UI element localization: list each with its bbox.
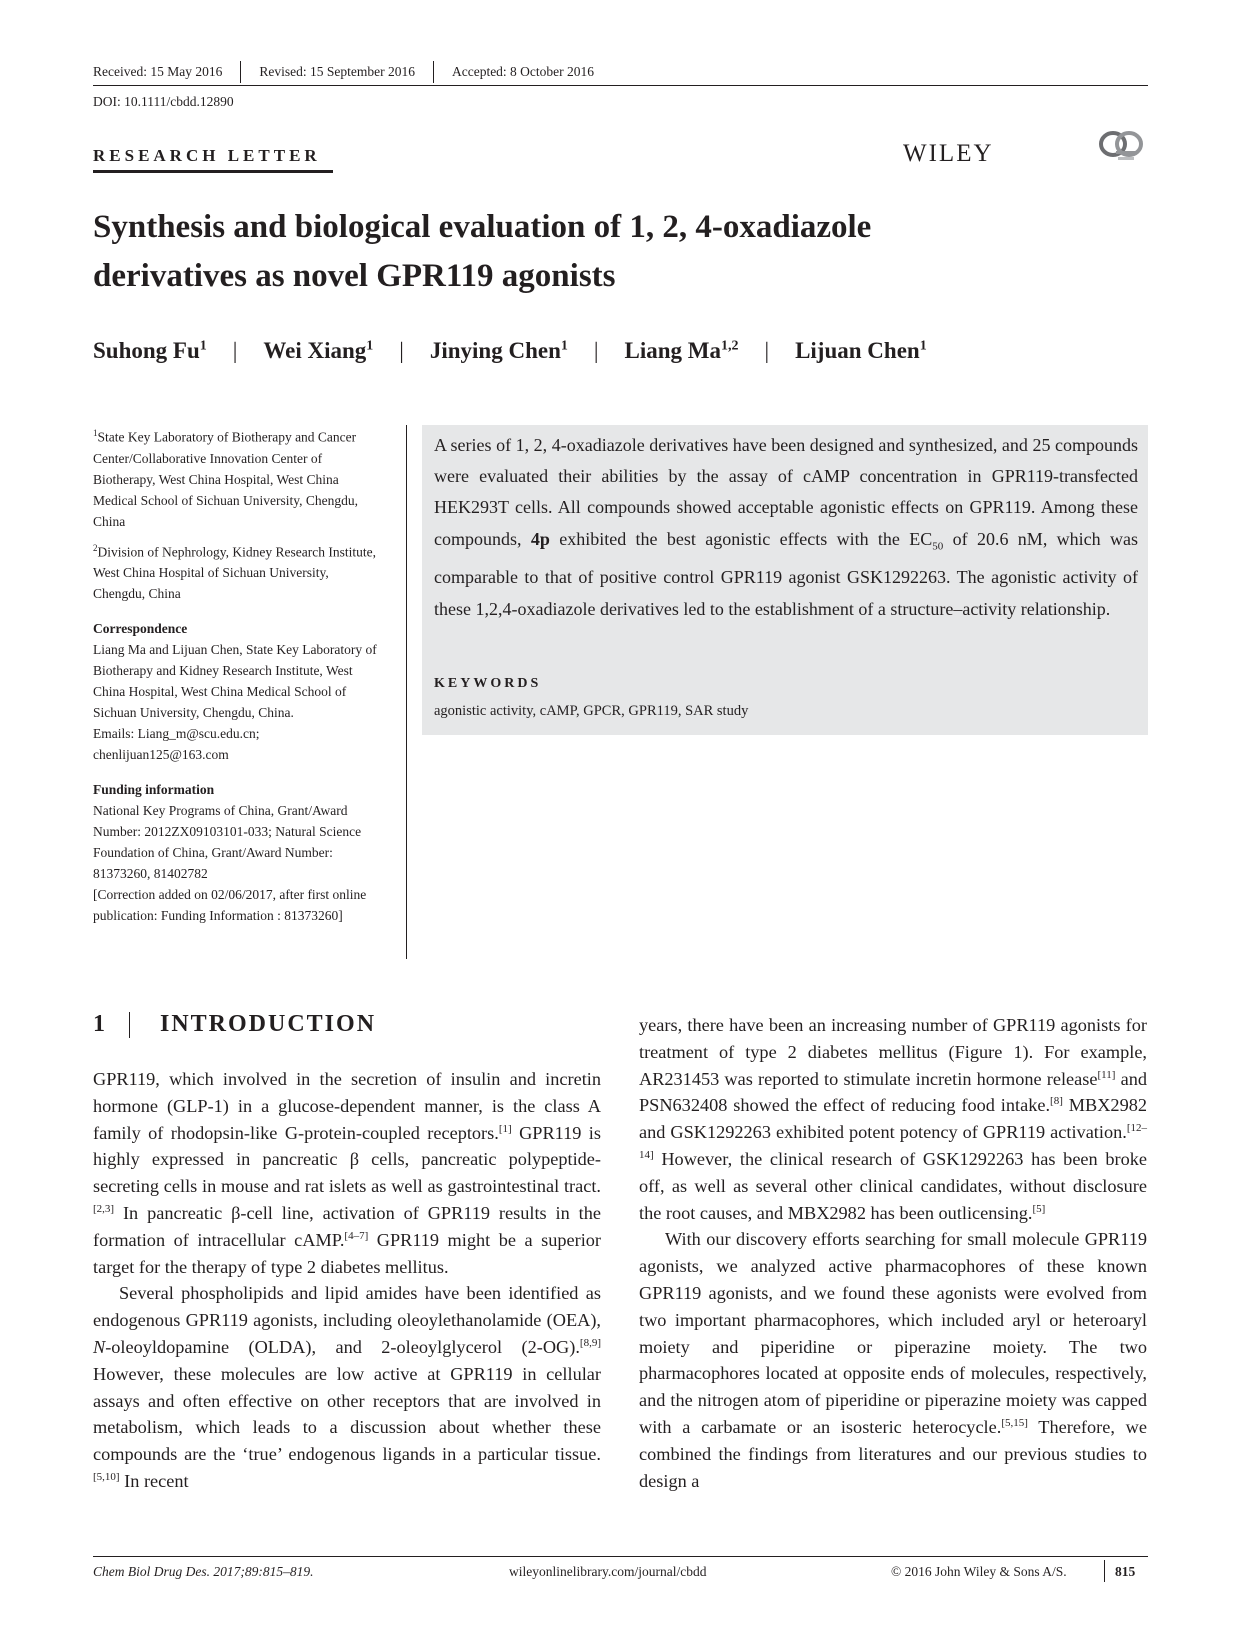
footer-rule [93,1556,1148,1557]
affiliation-1: $^1$State Key Laboratory of Biotherapy and Cancer Center/Collaborative Innovation Center of Biotherapy, West China Hospital, West China Medical School of Sichuan University, Chengdu, China [93,428,358,529]
paragraph: GPR119, which involved in the secretion of insulin and incretin hormone (GLP-1) in a glucose-dependent manner, is the class A family of rhodopsin-like G-protein-coupled receptors.[1] GPR119 is highly expressed in pancreatic β cells, pancreatic polypeptide-secreting cells in mouse and rat islets as well as gastrointestinal tract.[2,3] In pancreatic β-cell line, activation of GPR119 results in the formation of intracellular cAMP.[4–7] GPR119 might be a superior target for the therapy of type 2 diabetes mellitus. [93,1069,602,1277]
article-title [93,203,1093,301]
doi[interactable]: DOI: 10.1111/cbdd.12890 [93,94,234,109]
section-number: 1 [93,1011,107,1037]
article-history [93,61,594,83]
keywords-heading: KEYWORDS [434,676,542,691]
funding-heading: Funding information [93,782,215,797]
revised-date: Revised: 15 September 2016 [259,64,415,79]
email-2[interactable]: chenlijuan125@163.com [93,747,229,762]
paragraph-continued: years, there have been an increasing number of GPR119 agonists for treatment of type 2 diabetes mellitus (Figure 1). For example, AR231453 was reported to stimulate incretin hormone release[11] and PSN632408 showed the effect of reducing food intake.[8] MBX2982 and GSK1292263 exhibited potent potency of GPR119 activation.[12–14] However, the clinical research of GSK1292263 has been broke off, as well as several other clinical candidates, without disclosure the root causes, and MBX2982 has been outlicensing.[5] [639,1015,1147,1223]
author-list [93,338,927,364]
body-column-right [639,1012,1147,1494]
author-separator: | [232,338,238,363]
correspondence-heading: Correspondence [93,621,188,636]
citation[interactable]: [5,10] [93,1470,120,1483]
author[interactable]: Jinying Chen$^1$ [429,338,568,363]
section-title: INTRODUCTION [160,1011,377,1037]
body-column-left [93,1066,601,1495]
citation[interactable]: [11] [1097,1068,1116,1081]
header-rule [93,85,1148,86]
accepted-date: Accepted: 8 October 2016 [451,64,595,79]
author[interactable]: Lijuan Chen$^1$ [795,338,927,363]
affiliation-2: $^2$Division of Nephrology, Kidney Research Institute, West China Hospital of Sichuan University, Chengdu, China [93,542,376,601]
section-heading [93,1011,376,1038]
author-separator: | [399,338,404,363]
author-separator: | [593,338,599,363]
sidebar-divider [406,425,407,959]
correspondence-text: Liang Ma and Lijuan Chen, State Key Laboratory of Biotherapy and Kidney Research Institute, West China Hospital, West China Medical School of Sichuan University, Chengdu, China. [93,642,377,720]
email-1[interactable]: Emails: Liang_m@scu.edu.cn; [93,726,260,741]
citation[interactable]: [8,9] [579,1336,601,1349]
divider [240,61,241,83]
compound-label: 4p [530,528,550,549]
title-line-2: derivatives as novel GPR119 agonists [93,258,616,294]
affiliations-sidebar [93,423,378,932]
author[interactable]: Liang Ma$^{1,2}$ [624,338,739,363]
citation[interactable]: [12–14] [639,1122,1147,1161]
received-date: Received: 15 May 2016 [93,64,223,79]
author-separator: | [764,338,770,363]
citation[interactable]: [1] [498,1122,512,1135]
citation[interactable]: [4–7] [344,1229,369,1242]
citation[interactable]: [8] [1050,1095,1063,1108]
paragraph: With our discovery efforts searching for small molecule GPR119 agonists, we analyzed active pharmacophores of these known GPR119 agonists, and we found these agonists were evolved from two important pharmacophores, which included aryl or heteroaryl moiety and piperidine or piperazine moiety. The two pharmacophores located at opposite ends of molecules, respectively, and the nitrogen atom of piperidine or piperazine moiety was capped with a carbamate or an isosteric heterocycle.[5,15] Therefore, we combined the findings from literatures and our previous studies to design a [639,1229,1147,1491]
citation[interactable]: [5] [1032,1202,1046,1215]
article-type: RESEARCH LETTER [93,146,321,165]
publisher-logo: WILEY [903,140,994,167]
journal-citation: Chem Biol Drug Des. 2017;89:815–819. [93,1564,314,1579]
section-divider [129,1012,130,1038]
divider [433,61,434,83]
journal-url[interactable]: wileyonlinelibrary.com/journal/cbdd [509,1564,707,1579]
citation[interactable]: [5,15] [1001,1416,1028,1429]
title-line-1: Synthesis and biological evaluation of 1, 2, 4-oxadiazole [93,209,872,245]
article-type-underline [93,170,333,173]
correction-note: [Correction added on 02/06/2017, after first online publication: Funding Information : 81373260] [93,887,367,923]
keywords: agonistic activity, cAMP, GPCR, GPR119, SAR study [434,703,749,719]
journal-logo-icon [1096,130,1146,164]
author[interactable]: Wei Xiang$^1$ [263,338,374,363]
copyright: © 2016 John Wiley & Sons A/S. [891,1564,1067,1579]
footer-divider [1104,1560,1105,1582]
author[interactable]: Suhong Fu$^1$ [93,338,207,363]
page-number: 815 [1115,1564,1136,1579]
paragraph: Several phospholipids and lipid amides have been identified as endogenous GPR119 agonists, including oleoylethanolamide (OEA), N-oleoyldopamine (OLDA), and 2-oleoylglycerol (2-OG).[8,9] However, these molecules are low active at GPR119 in cellular assays and often effective on other receptors that are involved in metabolism, which leads to a discussion about whether these compounds are the ‘true’ endogenous ligands in a particular tissue.[5,10] In recent [93,1283,601,1491]
abstract-text: A series of 1, 2, 4-oxadiazole derivatives have been designed and synthesized, and 25 compounds were evaluated their abilities by the assay of cAMP concentration in GPR119-transfected HEK293T cells. All compounds showed acceptable agonistic effects on GPR119. Among these compounds, 4p exhibited the best agonistic effects with the $EC_{50}$ of 20.6 nM, which was comparable to that of positive control GPR119 agonist GSK1292263. The agonistic activity of these 1,2,4-oxadiazole derivatives led to the establishment of a structure–activity relationship. [434,435,1138,619]
funding-text: National Key Programs of China, Grant/Award Number: 2012ZX09103101-033; Natural Science Foundation of China, Grant/Award Number: 81373260, 81402782 [93,803,362,881]
citation[interactable]: [2,3] [93,1202,115,1215]
